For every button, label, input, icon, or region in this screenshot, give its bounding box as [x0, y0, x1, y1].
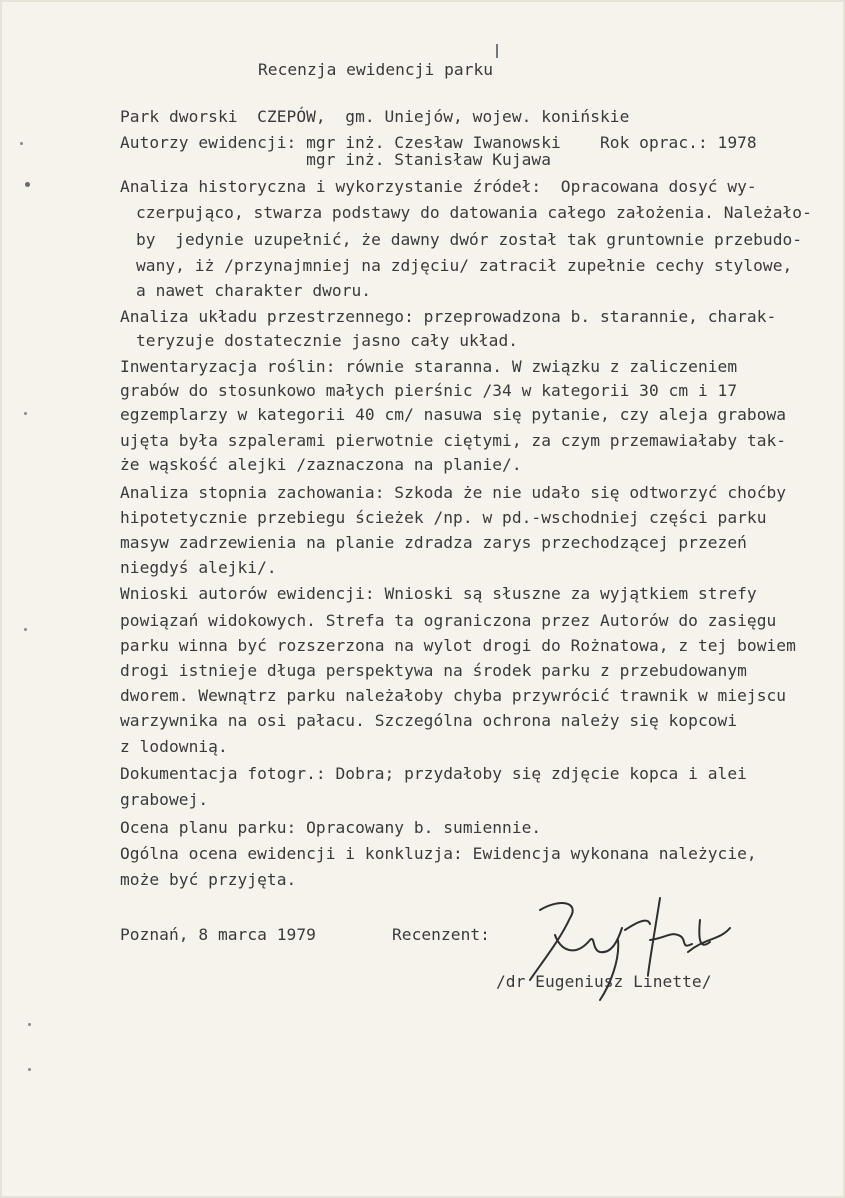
text-line: że wąskość alejki /zaznaczona na planie/.	[120, 455, 522, 474]
text-line: hipotetycznie przebiegu ścieżek /np. w pd.-wschodniej części parku	[120, 508, 767, 527]
text-line: teryzuje dostatecznie jasno cały układ.	[136, 331, 519, 350]
text-line: powiązań widokowych. Strefa ta ograniczona przez Autorów do zasięgu	[120, 611, 777, 630]
margin-dot	[24, 412, 27, 415]
margin-mark	[496, 44, 498, 58]
text-line: grabowej.	[120, 790, 209, 809]
date-place: Poznań, 8 marca 1979	[120, 925, 316, 944]
text-line: warzywnika na osi pałacu. Szczególna ochrona należy się kopcowi	[120, 711, 738, 730]
margin-dot	[25, 182, 30, 187]
text-line: grabów do stosunkowo małych pierśnic /34 w kategorii 30 cm i 17	[120, 381, 738, 400]
margin-dot	[28, 1068, 31, 1071]
margin-dot	[20, 142, 23, 145]
document-title: Recenzja ewidencji parku	[258, 60, 494, 79]
text-line: dworem. Wewnątrz parku należałoby chyba przywrócić trawnik w miejscu	[120, 686, 787, 705]
text-line: masyw zadrzewienia na planie zdradza zarys przechodzącej przezeń	[120, 533, 747, 552]
text-line: parku winna być rozszerzona na wylot drogi do Rożnatowa, z tej bowiem	[120, 636, 796, 655]
text-line: czerpująco, stwarza podstawy do datowania całego założenia. Należało-	[136, 203, 812, 222]
handwritten-signature	[500, 880, 760, 1020]
text-line: może być przyjęta.	[120, 870, 297, 889]
text-line: Inwentaryzacja roślin: równie staranna. W związku z zaliczeniem	[120, 357, 738, 376]
reviewer-label: Recenzent:	[392, 925, 490, 944]
text-line: wany, iż /przynajmniej na zdjęciu/ zatracił zupełnie cechy stylowe,	[136, 256, 793, 275]
reviewer-name: /dr Eugeniusz Linette/	[496, 972, 712, 991]
text-line: Analiza układu przestrzennego: przeprowadzona b. starannie, charak-	[120, 307, 777, 326]
margin-dot	[28, 1023, 31, 1026]
text-line: z lodownią.	[120, 737, 228, 756]
text-line: by jedynie uzupełnić, że dawny dwór został tak gruntownie przebudo-	[136, 230, 803, 249]
text-line: Analiza historyczna i wykorzystanie źródeł: Opracowana dosyć wy-	[120, 177, 757, 196]
text-line: drogi istnieje długa perspektywa na środek parku z przebudowanym	[120, 661, 747, 680]
text-line: Wnioski autorów ewidencji: Wnioski są słuszne za wyjątkiem strefy	[120, 584, 757, 603]
margin-dot	[24, 628, 27, 631]
text-line: Park dworski CZEPÓW, gm. Uniejów, wojew. konińskie	[120, 107, 630, 126]
text-line: niegdyś alejki/.	[120, 558, 277, 577]
text-line: Ogólna ocena ewidencji i konkluzja: Ewidencja wykonana należycie,	[120, 844, 757, 863]
text-line: Dokumentacja fotogr.: Dobra; przydałoby się zdjęcie kopca i alei	[120, 764, 747, 783]
text-line: a nawet charakter dworu.	[136, 281, 372, 300]
text-line: Analiza stopnia zachowania: Szkoda że nie udało się odtworzyć choćby	[120, 483, 787, 502]
text-line: Ocena planu parku: Opracowany b. sumiennie.	[120, 818, 542, 837]
text-line: mgr inż. Stanisław Kujawa	[120, 150, 552, 169]
text-line: egzemplarzy w kategorii 40 cm/ nasuwa się pytanie, czy aleja grabowa	[120, 405, 787, 424]
text-line: ujęta była szpalerami pierwotnie ciętymi, za czym przemawiałaby tak-	[120, 431, 787, 450]
text-line: Autorzy ewidencji: mgr inż. Czesław Iwanowski Rok oprac.: 1978	[120, 133, 757, 152]
